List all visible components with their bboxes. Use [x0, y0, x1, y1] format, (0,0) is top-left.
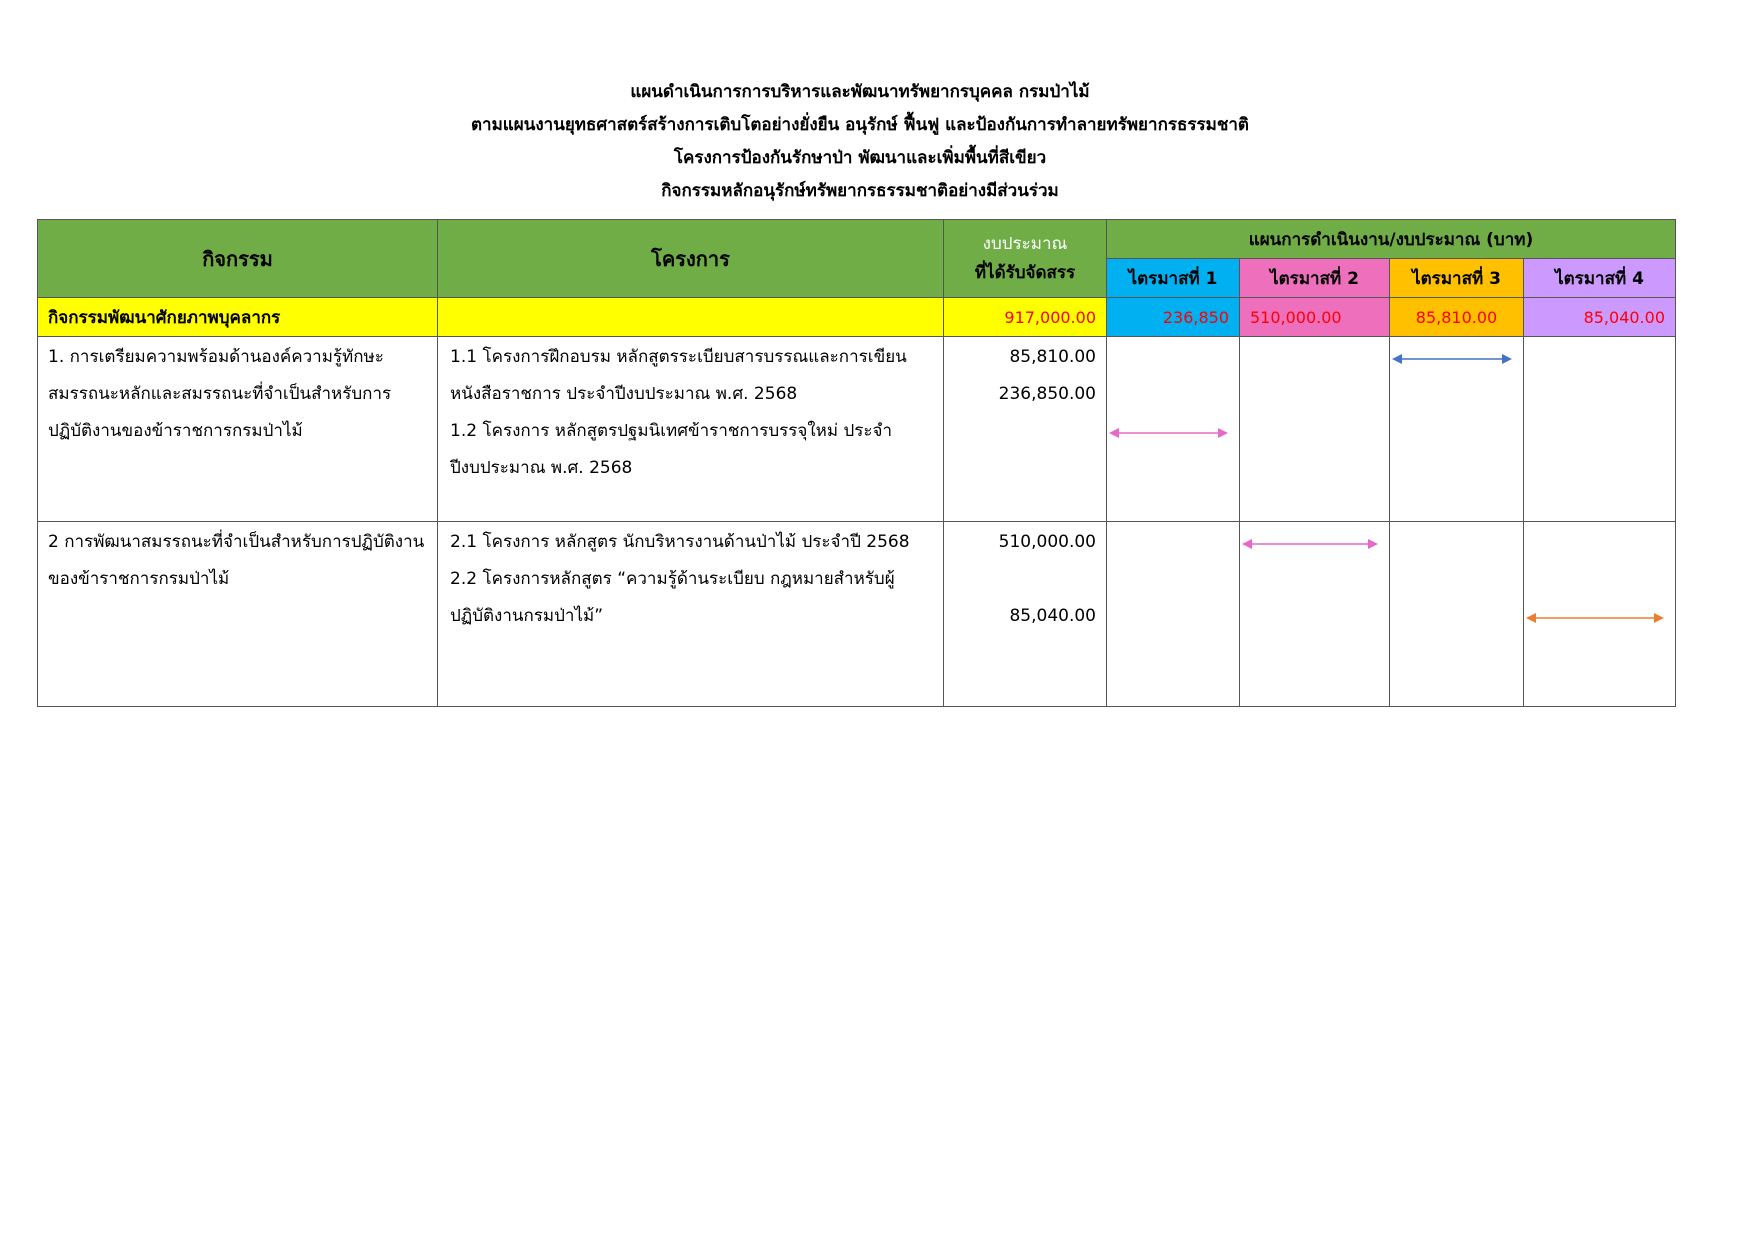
arrow-head-right	[1368, 539, 1378, 549]
arrow-head-left	[1392, 354, 1402, 364]
amount-2-1: 510,000.00	[998, 532, 1096, 552]
project-1-1: 1.1 โครงการฝึกอบรม หลักสูตรระเบียบสารบรรณและการเขียนหนังสือราชการ ประจำปีงบประมาณ พ.ศ. 2568	[450, 347, 907, 404]
summary-q2: 510,000.00	[1240, 298, 1390, 337]
title-line-4: กิจกรรมหลักอนุรักษ์ทรัพยากรธรรมชาติอย่างมีส่วนร่วม	[661, 181, 1059, 201]
row1-q4-cell	[1524, 337, 1676, 522]
project-2-2: 2.2 โครงการหลักสูตร “ความรู้ด้านระเบียบ กฎหมายสำหรับผู้ปฏิบัติงานกรมป่าไม้”	[450, 569, 895, 626]
document-titles	[0, 76, 1755, 208]
header-budget	[944, 220, 1107, 298]
arrow-head-left	[1242, 539, 1252, 549]
title-line-3: โครงการป้องกันรักษาป่า พัฒนาและเพิ่มพื้นที่สีเขียว	[673, 148, 1047, 168]
row1-q3-cell	[1390, 337, 1524, 522]
header-quarter-1: ไตรมาสที่ 1	[1107, 259, 1240, 298]
header-project: โครงการ	[438, 220, 944, 298]
arrow-head-left	[1526, 613, 1536, 623]
summary-total: 917,000.00	[944, 298, 1107, 337]
project-2-1: 2.1 โครงการ หลักสูตร นักบริหารงานด้านป่าไม้ ประจำปี 2568	[450, 532, 910, 552]
activity-2: 2 การพัฒนาสมรรถนะที่จำเป็นสำหรับการปฏิบัติงานของข้าราชการกรมป่าไม้	[38, 522, 438, 707]
title-line-1: แผนดำเนินการการบริหารและพัฒนาทรัพยากรบุคคล กรมป่าไม้	[630, 82, 1090, 102]
row1-q2-cell	[1240, 337, 1390, 522]
summary-label: กิจกรรมพัฒนาศักยภาพบุคลากร	[38, 298, 438, 337]
header-quarter-3: ไตรมาสที่ 3	[1390, 259, 1524, 298]
summary-q4: 85,040.00	[1524, 298, 1676, 337]
projects-2	[438, 522, 944, 707]
arrow-head-right	[1502, 354, 1512, 364]
amount-1-1: 85,810.00	[1009, 347, 1096, 367]
activity-1: 1. การเตรียมความพร้อมด้านองค์ความรู้ทักษะ สมรรถนะหลักและสมรรถนะที่จำเป็นสำหรับการปฏิบัติงานของข้าราชการกรมป่าไม้	[38, 337, 438, 522]
summary-q3: 85,810.00	[1390, 298, 1524, 337]
arrow-head-right	[1218, 428, 1228, 438]
amount-2-2: 85,040.00	[1009, 606, 1096, 626]
schedule-arrow-1.1	[1390, 352, 1524, 366]
row2-q4-cell	[1524, 522, 1676, 707]
header-quarter-4: ไตรมาสที่ 4	[1524, 259, 1676, 298]
table-row	[38, 337, 1676, 522]
header-budget-line2: ที่ได้รับจัดสรร	[974, 262, 1076, 283]
header-budget-line1: งบประมาณ	[982, 233, 1068, 254]
row2-q1-cell	[1107, 522, 1240, 707]
header-plan: แผนการดำเนินงาน/งบประมาณ (บาท)	[1107, 220, 1676, 259]
summary-q1: 236,850	[1107, 298, 1240, 337]
row2-q3-cell	[1390, 522, 1524, 707]
arrow-head-left	[1109, 428, 1119, 438]
schedule-arrow-2.1	[1240, 537, 1390, 551]
header-activity: กิจกรรม	[38, 220, 438, 298]
amounts-2	[944, 522, 1107, 707]
summary-project-empty	[438, 298, 944, 337]
row2-q2-cell	[1240, 522, 1390, 707]
projects-1	[438, 337, 944, 522]
table-row	[38, 522, 1676, 707]
header-quarter-2: ไตรมาสที่ 2	[1240, 259, 1390, 298]
schedule-arrow-2.2	[1524, 611, 1676, 625]
project-1-2: 1.2 โครงการ หลักสูตรปฐมนิเทศข้าราชการบรรจุใหม่ ประจำปีงบประมาณ พ.ศ. 2568	[450, 421, 893, 478]
plan-table	[37, 219, 1676, 707]
row1-q1-cell	[1107, 337, 1240, 522]
amounts-1	[944, 337, 1107, 522]
schedule-arrow-1.2	[1107, 426, 1240, 440]
title-line-2: ตามแผนงานยุทธศาสตร์สร้างการเติบโตอย่างยั่งยืน อนุรักษ์ ฟื้นฟู และป้องกันการทำลายทรัพยากรธรรมชาติ	[471, 115, 1249, 135]
amount-1-2: 236,850.00	[998, 384, 1096, 404]
arrow-head-right	[1654, 613, 1664, 623]
